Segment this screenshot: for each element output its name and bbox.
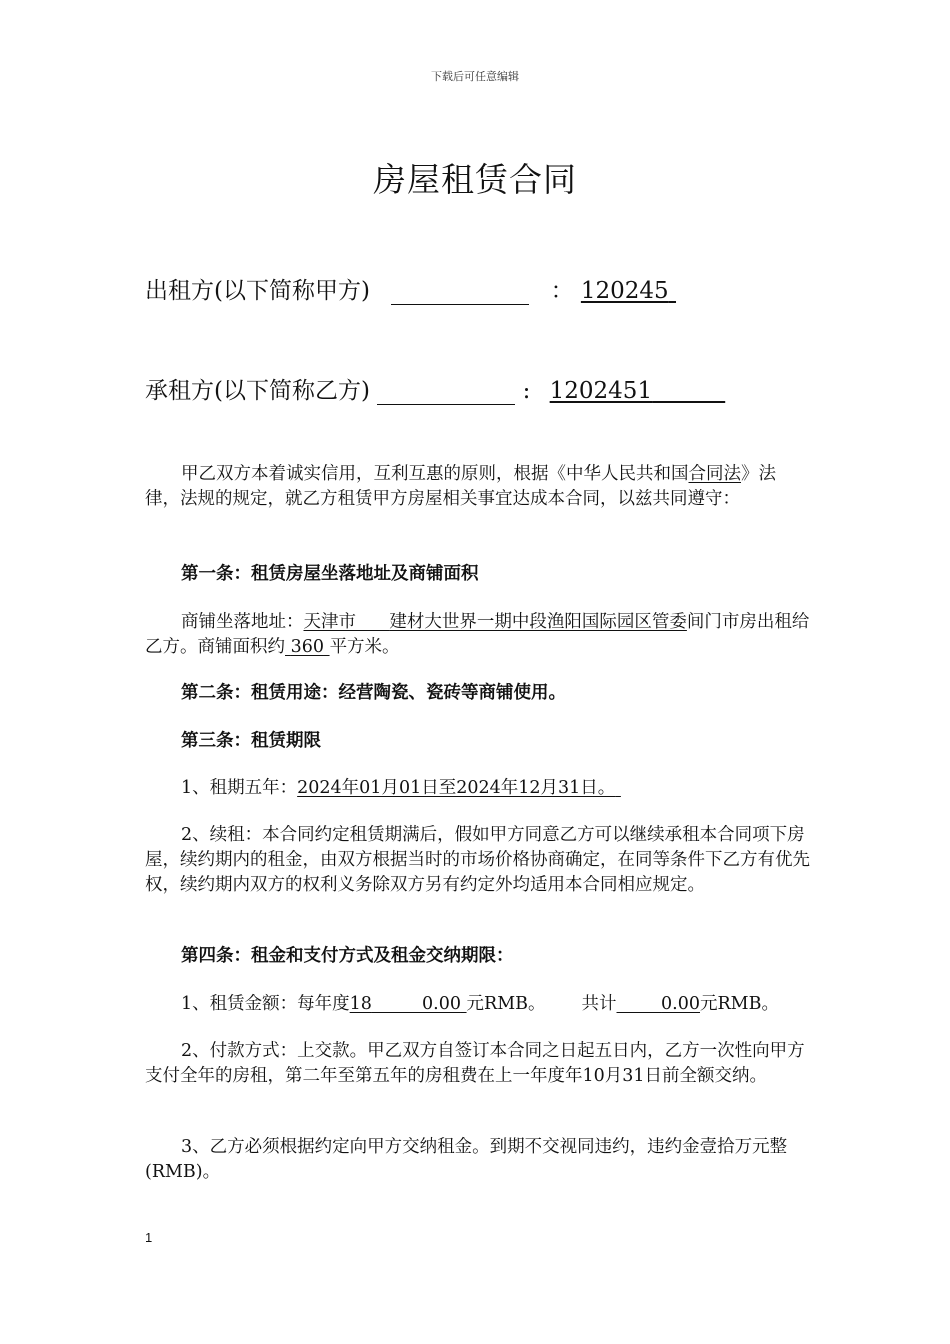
article-4-rent [145,992,810,1017]
page-number: 1 [145,1230,153,1245]
article-3-term [145,776,810,801]
article-1-heading: 第一条：租赁房屋坐落地址及商铺面积 [181,564,479,584]
article-4-penalty: 3、乙方必须根据约定向甲方交纳租金。到期不交视同违约，违约金壹拾万元整(RMB)。 [145,1137,788,1182]
address-label: 商铺坐落地址： [181,612,304,632]
article-3-heading: 第三条：租赁期限 [181,731,321,751]
address-tail: 间门市房出租给乙方。商铺面积约 [145,612,810,657]
article-4-heading: 第四条：租金和支付方式及租金交纳期限： [181,946,514,966]
party-a-label: 出租方(以下简称甲方) [145,278,370,304]
party-a-blank [391,278,529,305]
rent-unit: 元RMB。 [466,994,546,1014]
party-a-value: 120245 [580,278,669,304]
area-unit: 平方米。 [329,637,400,657]
address-value: 天津市 建材大世界一期中段渔阳国际园区管委 [303,612,687,632]
party-a-line [145,272,676,305]
rent-label: 1、租赁金额：每年度 [181,994,350,1014]
party-b-value: 1202451 [549,378,653,404]
term-value: 2024年01月01日至2024年12月31日。 [297,778,616,798]
document-title: 房屋租赁合同 [373,160,577,199]
total-label: 共计 [581,994,617,1014]
total-unit: 元RMB。 [700,994,779,1014]
party-b-label: 承租方(以下简称乙方) [145,378,370,404]
term-label: 1、租期五年： [181,778,298,798]
intro-paragraph [145,462,810,512]
intro-link-law: 法 [723,464,741,484]
party-b-blank [377,378,515,405]
area-value: 360 [290,637,324,657]
article-3-renewal: 2、续租：本合同约定租赁期满后，假如甲方同意乙方可以继续承租本合同项下房屋，续约期内的租金，由双方根据当时的市场价格协商确定，在同等条件下乙方有优先权，续约期内双方的权利义务除双方另有约定外均适用本合同相应规定。 [145,825,810,895]
party-b-separator: : [522,378,531,404]
intro-text-a: 甲乙双方本着诚实信用，互利互惠的原则，根据《中华人民共和国 [181,464,689,484]
intro-link-contract: 合同 [688,464,724,484]
party-b-line [145,372,725,405]
header-note: 下载后可任意编辑 [431,70,519,83]
intro-text-b: 》法律，法规的规定，就乙方租赁甲方房屋相关事宜达成本合同，以兹共同遵守： [145,464,776,509]
article-2-heading: 第二条：租赁用途：经营陶瓷、瓷砖等商铺使用。 [181,683,566,703]
article-1-address [145,610,810,660]
rent-value: 18 0.00 [349,994,461,1014]
article-4-payment: 2、付款方式：上交款。甲乙双方自签订本合同之日起五日内，乙方一次性向甲方支付全年的房租，第二年至第五年的房租费在上一年度年10月31日前全额交纳。 [145,1041,805,1086]
total-value: 0.00 [661,994,700,1014]
party-a-separator: ： [550,278,574,304]
